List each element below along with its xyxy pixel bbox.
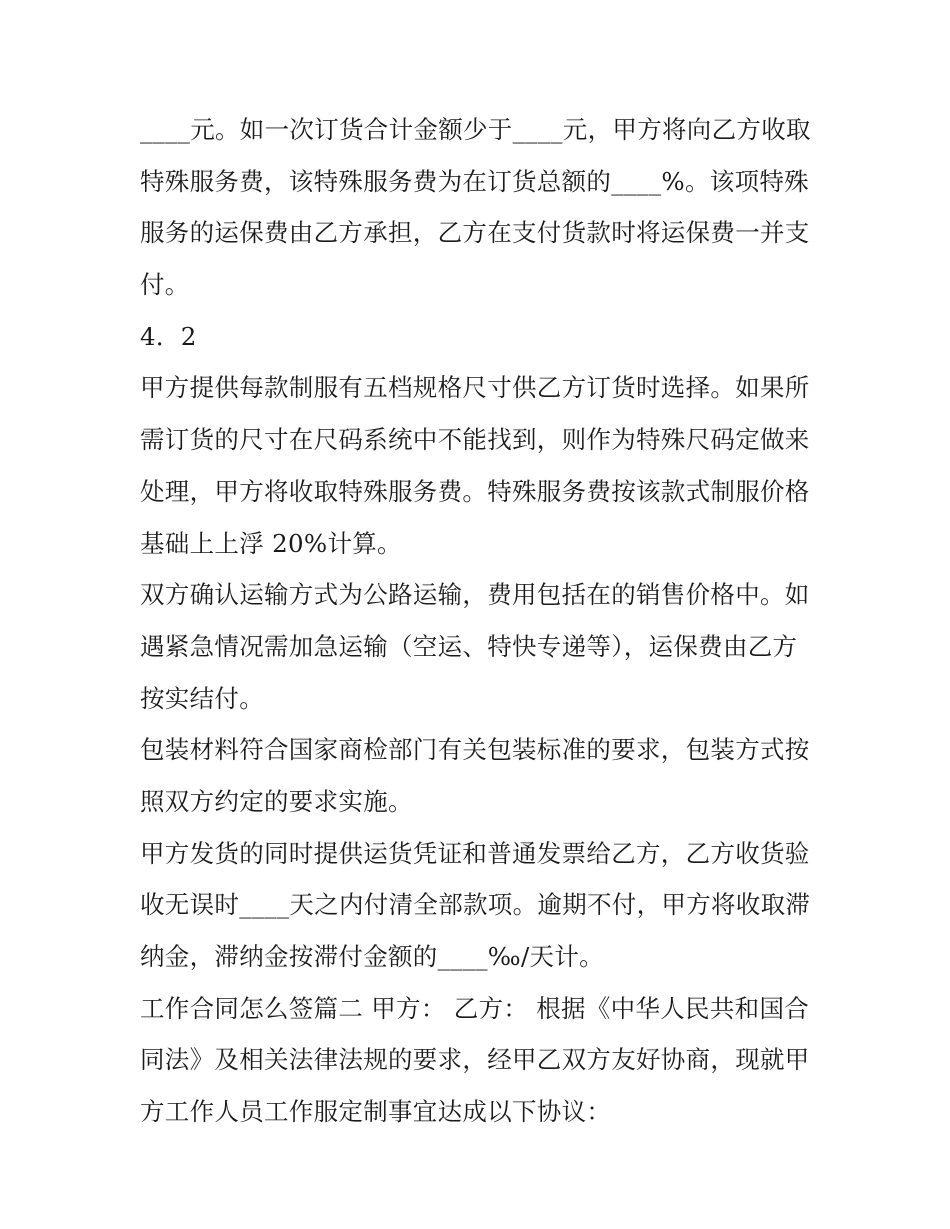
- text-line: 需订货的尺寸在尺码系统中不能找到，则作为特殊尺码定做来: [140, 425, 810, 455]
- text-line: 处理，甲方将收取特殊服务费。特殊服务费按该款式制服价格: [140, 476, 810, 506]
- section-number-4-2: [140, 317, 815, 369]
- text-line: 包装材料符合国家商检部门有关包装标准的要求，包装方式按: [140, 735, 810, 765]
- text-line: 双方确认运输方式为公路运输，费用包括在的销售价格中。如: [140, 580, 810, 610]
- text-line: 收无误时____天之内付清全部款项。逾期不付，甲方将收取滞: [140, 890, 811, 920]
- paragraph-payment: [140, 834, 815, 989]
- text-line: 照双方约定的要求实施。: [140, 786, 413, 816]
- paragraph-contract-intro: [140, 989, 815, 1144]
- text-line: 工作合同怎么签篇二 甲方： 乙方： 根据《中华人民共和国合: [140, 993, 810, 1023]
- paragraph-special-service-fee: [140, 110, 815, 317]
- paragraph-transport: [140, 575, 815, 730]
- text-line: 甲方发货的同时提供运货凭证和普通发票给乙方，乙方收货验: [140, 838, 810, 868]
- text-line: 方工作人员工作服定制事宜达成以下协议：: [140, 1097, 612, 1127]
- text-line: 同法》及相关法律法规的要求，经甲乙双方友好协商，现就甲: [140, 1045, 810, 1075]
- paragraph-size-options: [140, 368, 815, 575]
- document-page: [140, 110, 815, 1144]
- text-line: 基础上上浮 20%计算。: [140, 528, 402, 558]
- text-line: ____元。如一次订货合计金额少于____元，甲方将向乙方收取: [140, 115, 811, 144]
- text-line: 付。: [140, 270, 190, 300]
- section-heading: 4．2: [140, 321, 197, 351]
- text-line: 按实结付。: [140, 683, 264, 713]
- text-line: 遇紧急情况需加急运输（空运、特快专递等），运保费由乙方: [140, 631, 798, 661]
- text-line: 纳金，滞纳金按滞付金额的____‰/天计。: [140, 942, 604, 971]
- text-line: 特殊服务费，该特殊服务费为在订货总额的____%。该项特殊: [140, 166, 809, 196]
- paragraph-packaging: [140, 730, 815, 833]
- text-line: 甲方提供每款制服有五档规格尺寸供乙方订货时选择。如果所: [140, 373, 810, 403]
- text-line: 服务的运保费由乙方承担，乙方在支付货款时将运保费一并支: [140, 218, 810, 248]
